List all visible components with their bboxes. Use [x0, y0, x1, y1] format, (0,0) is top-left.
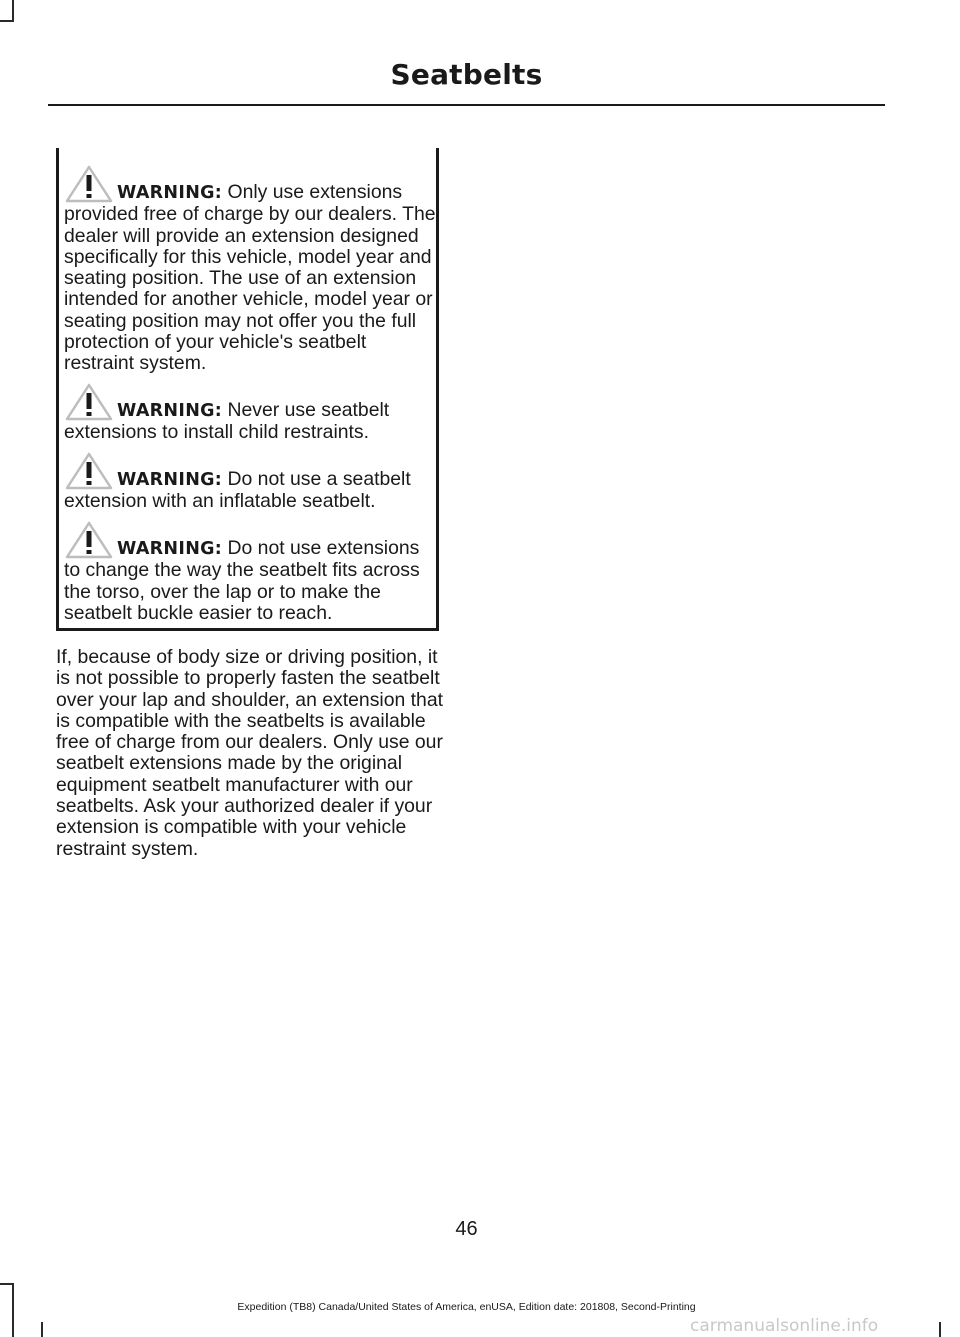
- site-watermark: carmanualsonline.info: [690, 1316, 879, 1336]
- warning-triangle-icon: [64, 520, 114, 560]
- header-divider: [48, 104, 885, 106]
- warning-item: [64, 164, 438, 375]
- warning-label: WARNING:: [117, 401, 223, 421]
- warning-text: Do not use extensions to change the way the seatbelt fits across the torso, over the lap or to make the seatbelt buckle easier to reach.: [64, 537, 420, 624]
- crop-mark-top-left-vertical: [12, 0, 14, 20]
- body-paragraph: If, because of body size or driving position, it is not possible to properly fasten the seatbelt over your lap and shoulder, an extension that is compatible with the seatbelts is available free of charge from our dealers. Only use our seatbelt extensions made by the original equipment seatbelt manufacturer with our seatbelts. Ask your authorized dealer if your extension is compatible with your vehicle restraint system.: [56, 646, 443, 860]
- warning-text: Never use seatbelt extensions to install child restraints.: [64, 399, 390, 444]
- warning-item: [64, 382, 438, 444]
- warning-item: [64, 520, 438, 624]
- warning-label: WARNING:: [117, 470, 223, 490]
- edition-footer: Expedition (TB8) Canada/United States of America, enUSA, Edition date: 201808, Second-Printing: [237, 1301, 696, 1313]
- warning-triangle-icon: [64, 164, 114, 204]
- warning-triangle-icon: [64, 451, 114, 491]
- warning-triangle-icon: [64, 382, 114, 422]
- page-title: Seatbelts: [390, 58, 543, 91]
- crop-mark-bottom-mid: [41, 1322, 43, 1337]
- crop-mark-top-left-horizontal: [0, 20, 14, 22]
- warning-text: Do not use a seatbelt extension with an inflatable seatbelt.: [64, 468, 411, 513]
- crop-mark-bottom-left-horizontal: [0, 1283, 14, 1285]
- warning-label: WARNING:: [117, 539, 223, 559]
- page-number: 46: [455, 1218, 478, 1240]
- warning-label: WARNING:: [117, 183, 223, 203]
- warning-item: [64, 451, 438, 513]
- warning-text: Only use extensions provided free of charge by our dealers. The dealer will provide an extension designed specifically for this vehicle, model year and seating position. The use of an extension intended for another vehicle, model year or seating position may not offer you the full protection of your vehicle's seatbelt restraint system.: [64, 181, 436, 375]
